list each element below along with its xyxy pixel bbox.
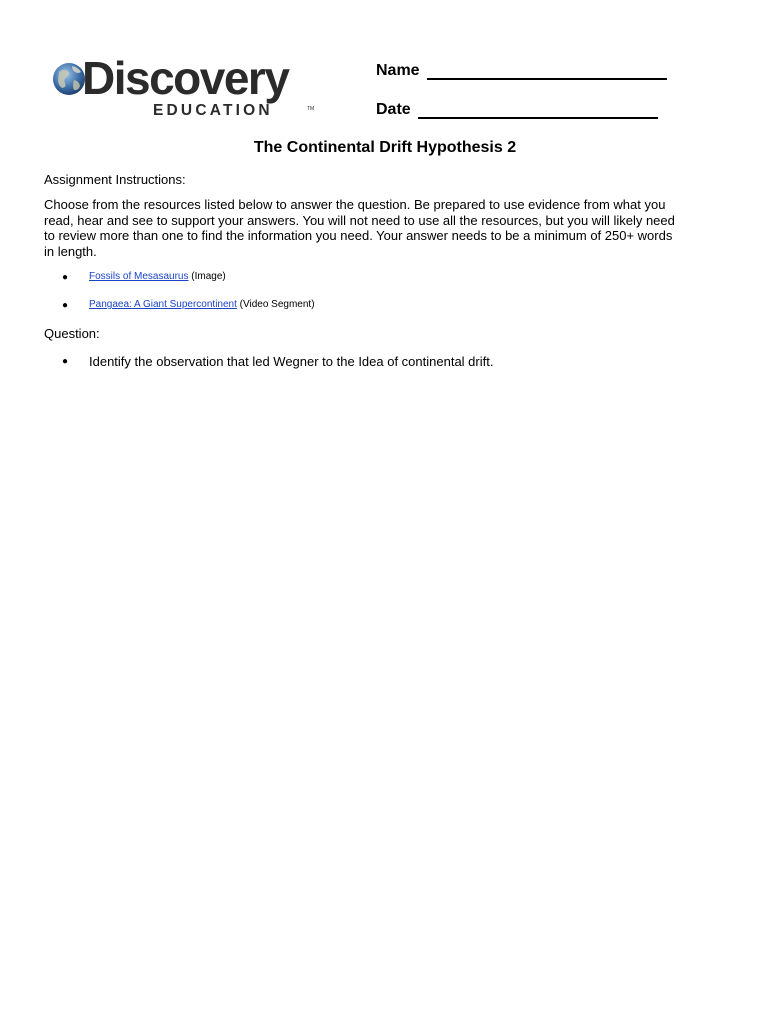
list-item bbox=[62, 299, 315, 327]
resource-type: (Video Segment) bbox=[239, 299, 315, 310]
logo-wordmark: Discovery bbox=[82, 54, 289, 104]
list-item bbox=[62, 354, 493, 369]
name-input-line[interactable] bbox=[427, 64, 667, 80]
logo-subtitle: EDUCATION bbox=[153, 102, 273, 119]
question-list bbox=[62, 354, 493, 369]
assignment-instructions: Choose from the resources listed below to answer the question. Be prepared to use evidence from what you read, hear and see to support your answers. You will not need to use all the resources, but you will likely need to review more than one to find the information you need. Your answer needs to be a minimum of 250+ words in length. bbox=[44, 197, 675, 259]
globe-icon bbox=[53, 63, 85, 95]
question-heading: Question: bbox=[44, 326, 100, 341]
resource-type: (Image) bbox=[191, 271, 226, 282]
question-text: Identify the observation that led Wegner to the Idea of continental drift. bbox=[89, 354, 494, 369]
list-item bbox=[62, 271, 315, 299]
date-field bbox=[376, 101, 658, 119]
date-label: Date bbox=[376, 101, 411, 118]
logo-trademark: TM bbox=[307, 106, 315, 112]
date-input-line[interactable] bbox=[418, 103, 658, 119]
name-label: Name bbox=[376, 62, 420, 79]
logo-graphic bbox=[52, 54, 342, 120]
bullet-icon: ● bbox=[62, 300, 69, 311]
assignment-heading: Assignment Instructions: bbox=[44, 172, 186, 187]
page-title: The Continental Drift Hypothesis 2 bbox=[253, 139, 517, 156]
bullet-icon: ● bbox=[62, 272, 69, 283]
bullet-icon: ● bbox=[62, 356, 69, 367]
resource-list bbox=[62, 271, 315, 327]
resource-link-fossils[interactable]: Fossils of Mesasaurus bbox=[89, 271, 189, 282]
discovery-education-logo bbox=[52, 54, 342, 120]
name-field bbox=[376, 62, 667, 80]
resource-link-pangaea[interactable]: Pangaea: A Giant Supercontinent bbox=[89, 299, 237, 310]
